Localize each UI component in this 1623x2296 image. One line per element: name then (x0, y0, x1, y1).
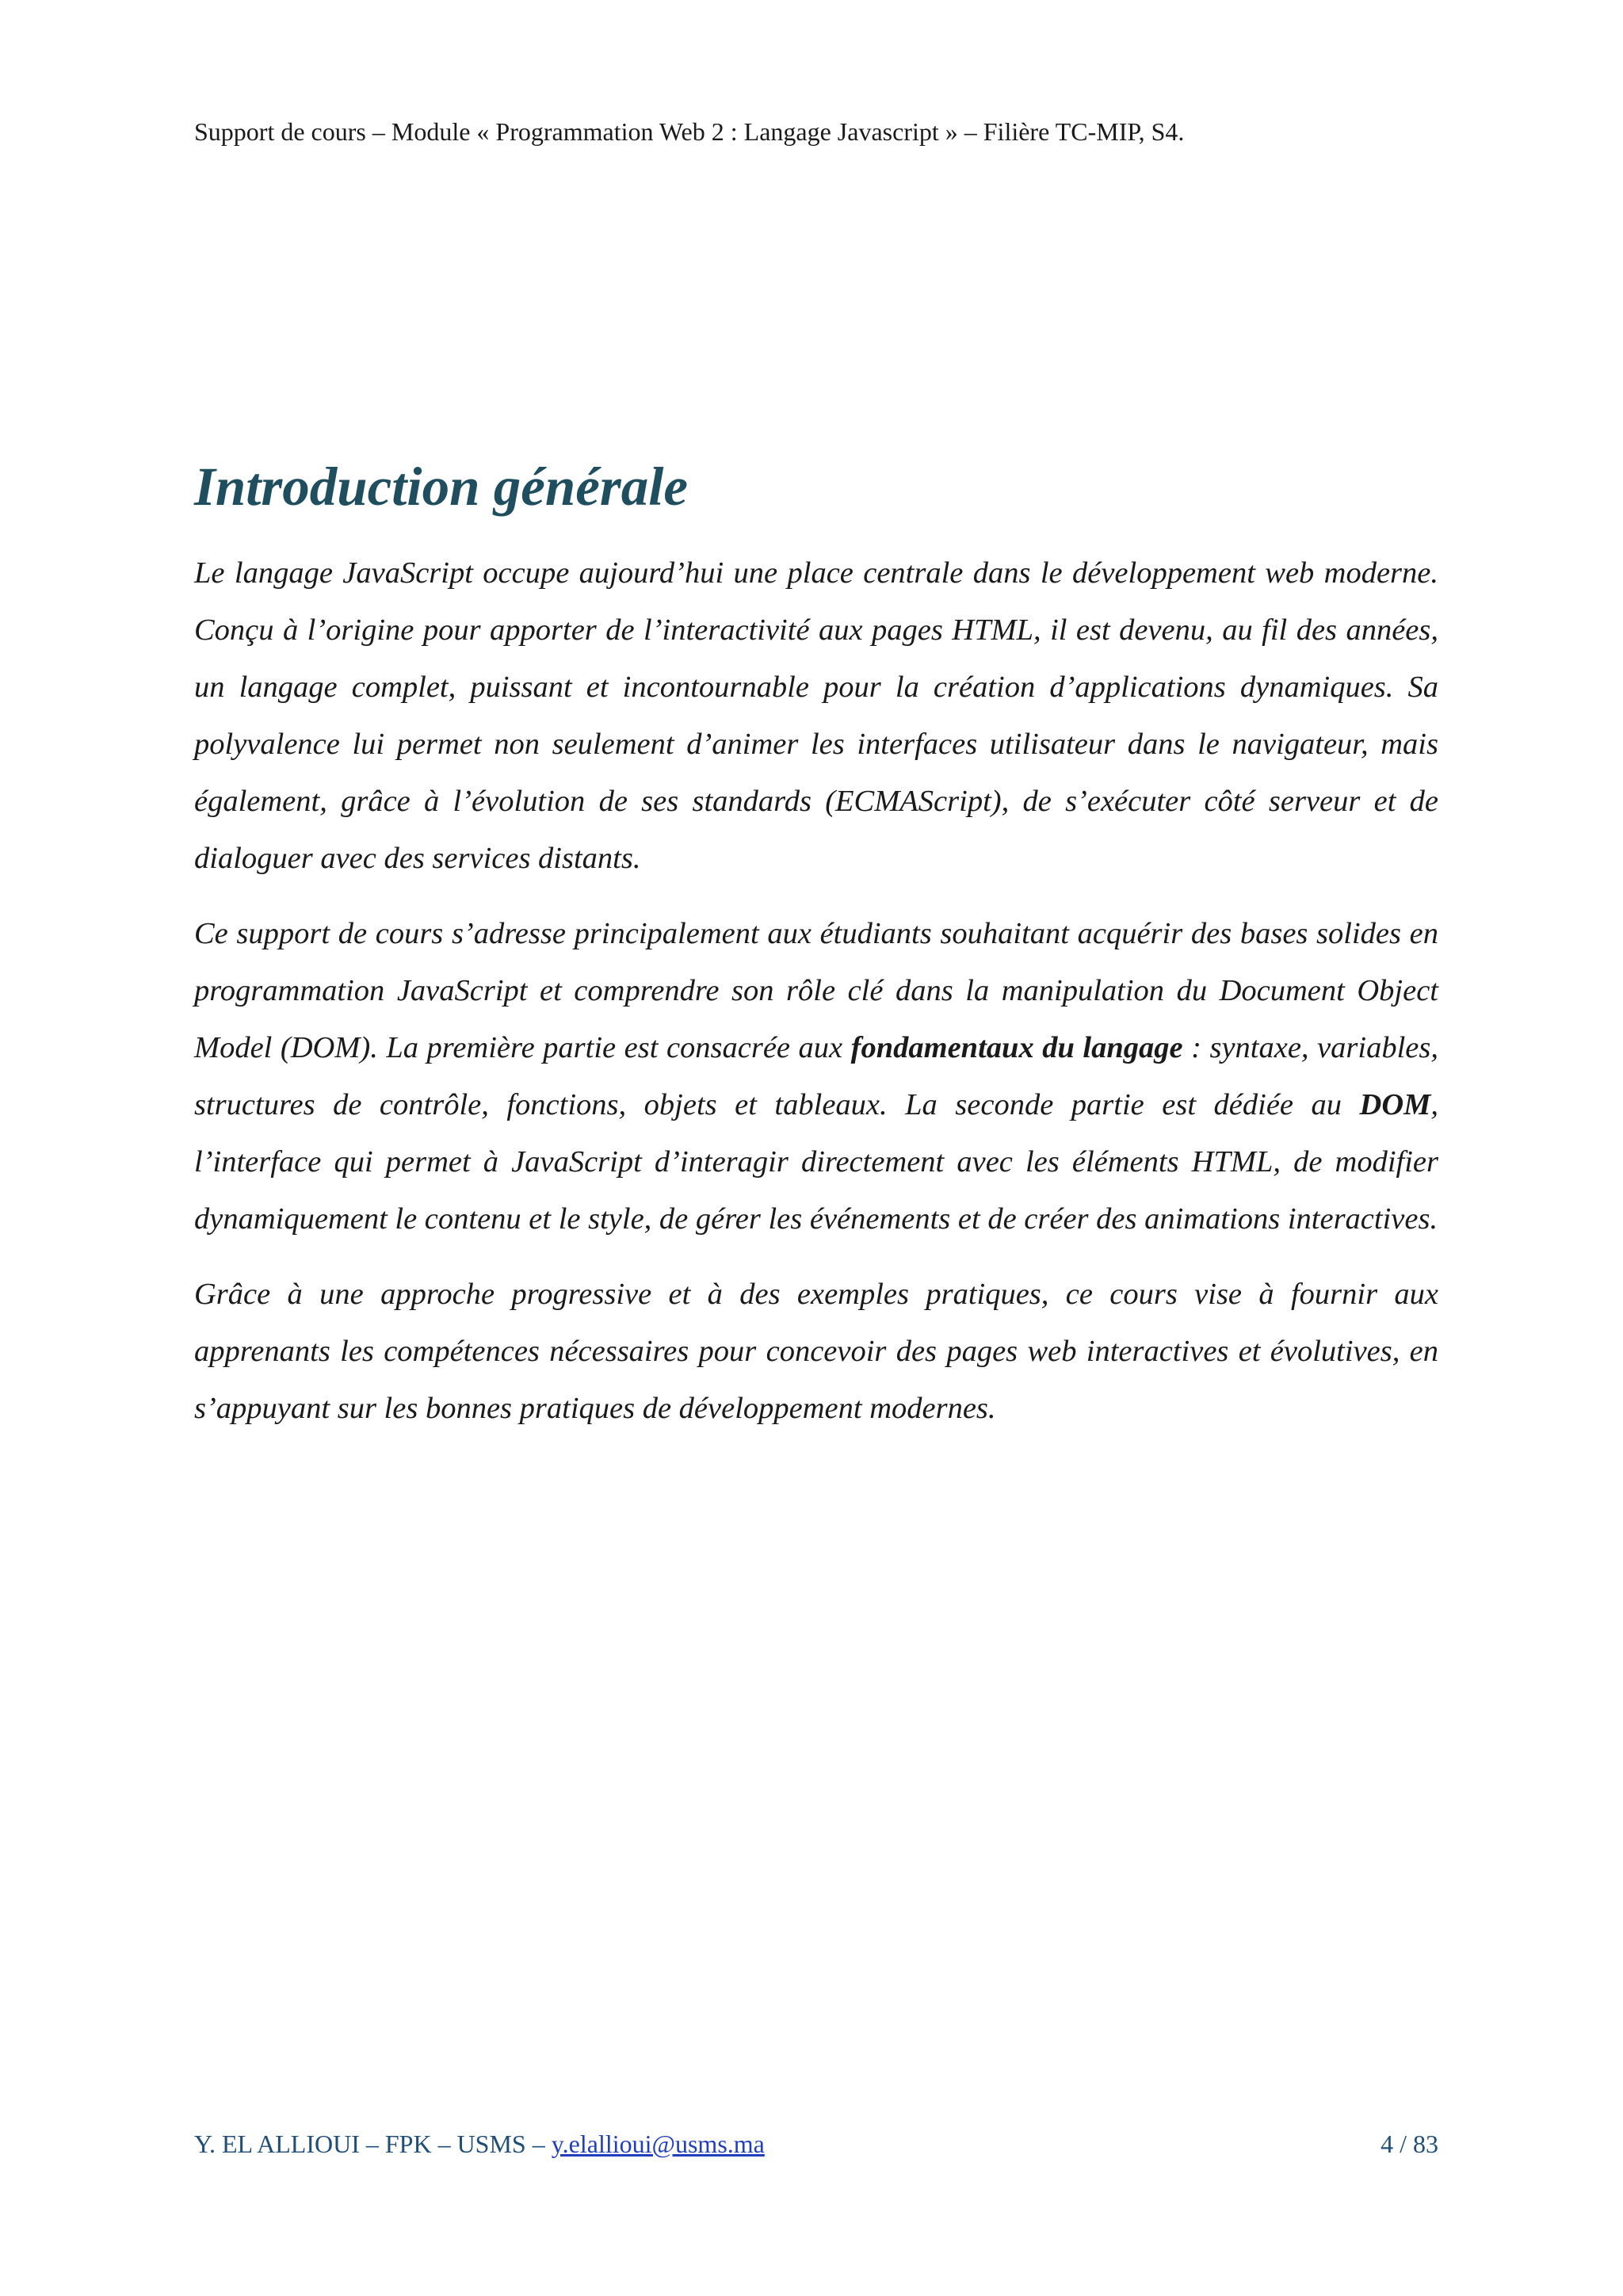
body-text (194, 544, 1438, 1455)
footer-author-text: Y. EL ALLIOUI – FPK – USMS – (194, 2130, 552, 2158)
paragraph-approach: Grâce à une approche progressive et à des exemples pratiques, ce cours vise à fournir aux apprenants les compétences nécessaires pour concevoir des pages web interactives et évolutives, en s’appuyant sur les bonnes pratiques de développement modernes. (194, 1278, 1438, 1425)
paragraph-course-scope (194, 905, 1438, 1247)
emphasis-dom: DOM (1359, 1088, 1431, 1121)
paragraph-text: Ce support de cours s’adresse principalement aux étudiants souhaitant acquérir des bases solides en programmation JavaScript et comprendre son rôle clé dans la manipulation du Document Object Model (DOM). La première partie est consacrée aux (194, 917, 1438, 1064)
paragraph-text: , l’interface qui permet à JavaScript d’interagir directement avec les éléments HTML, de modifier dynamiquement le contenu et le style, de gérer les événements et de créer des animations interactives. (194, 1088, 1438, 1236)
footer-author (194, 2128, 765, 2160)
page-number: 4 / 83 (1381, 2130, 1438, 2158)
emphasis-fundamentals: fondamentaux du langage (850, 1031, 1183, 1064)
page-header: Support de cours – Module « Programmation Web 2 : Langage Javascript » – Filière TC-MIP, S4. (194, 117, 1185, 146)
paragraph-intro: Le langage JavaScript occupe aujourd’hui une place centrale dans le développement web moderne. Conçu à l’origine pour apporter de l’interactivité aux pages HTML, il est devenu, au fil des années, un langage complet, puissant et incontournable pour la création d’applications dynamiques. Sa polyvalence lui permet non seulement d’animer les interfaces utilisateur dans le navigateur, mais également, grâce à l’évolution de ses standards (ECMAScript), de s’exécuter côté serveur et de dialoguer avec des services distants. (194, 556, 1438, 875)
paragraph-text: : syntaxe, variables, structures de contrôle, fonctions, objets et tableaux. La seconde partie est dédiée au (194, 1031, 1438, 1121)
section-title: Introduction générale (194, 457, 688, 517)
footer-email-link[interactable]: y.elallioui@usms.ma (551, 2130, 765, 2158)
